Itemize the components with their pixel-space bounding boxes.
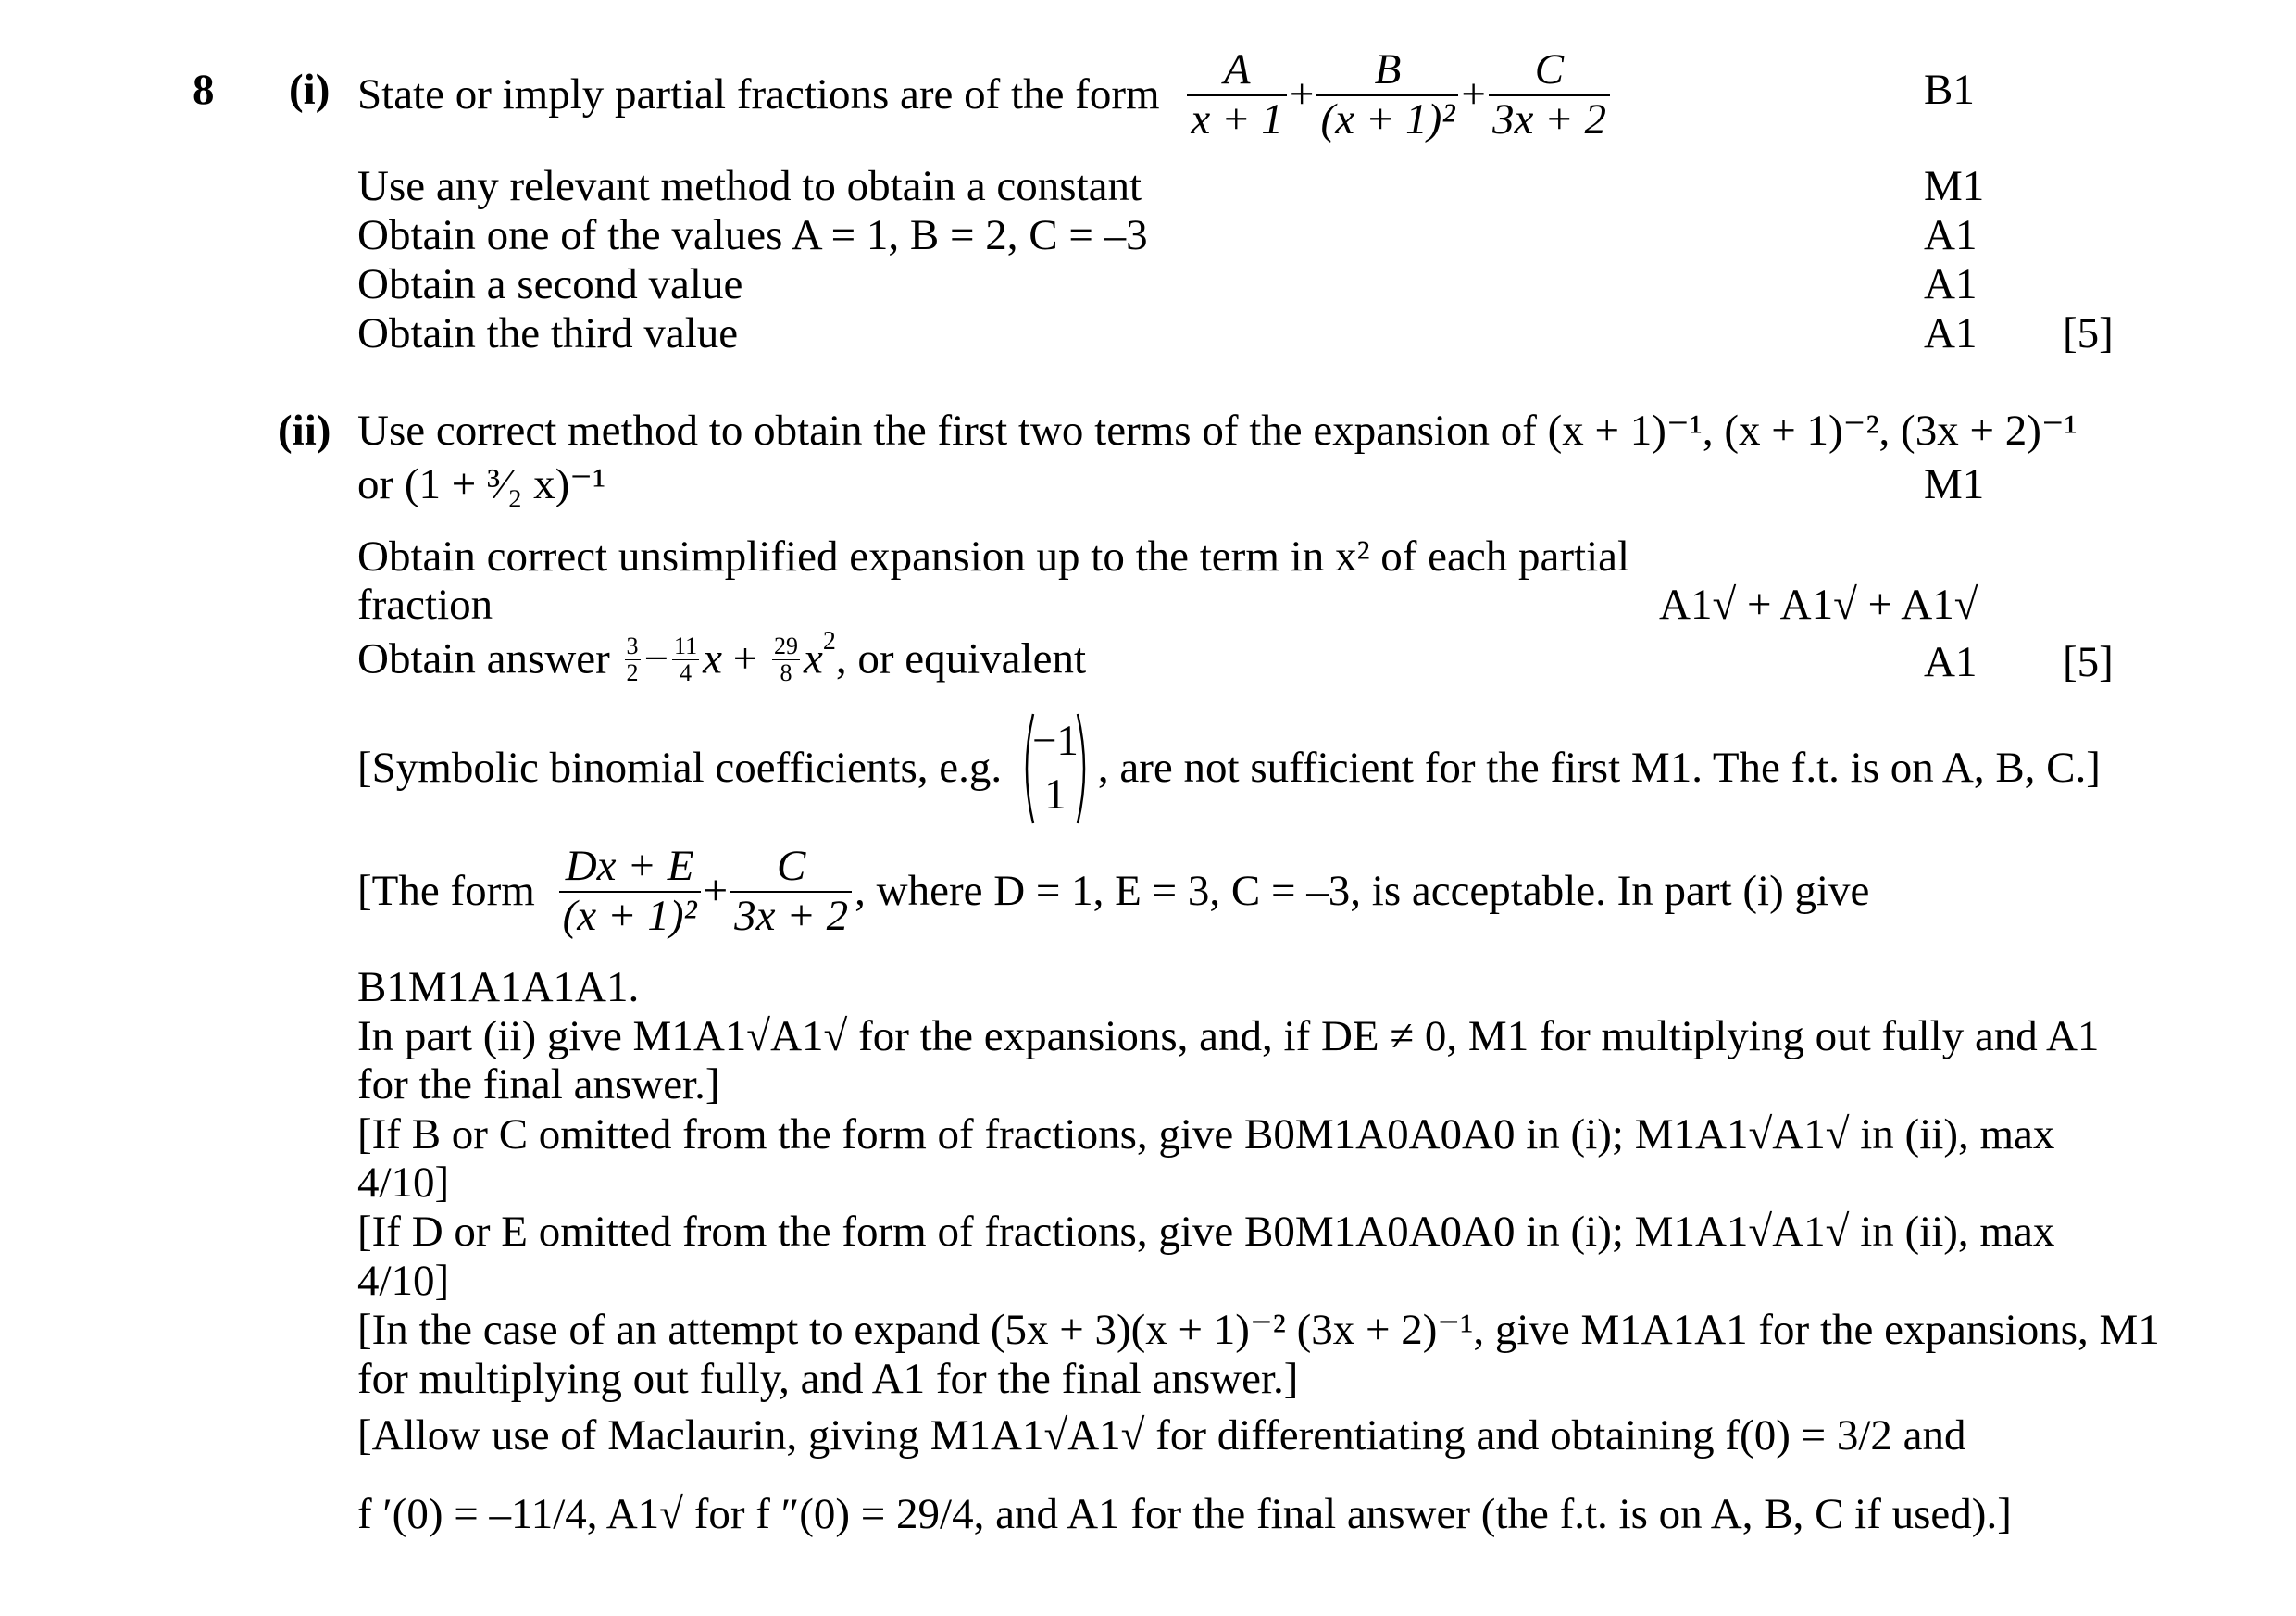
binomial-top: −1 [1031,717,1079,765]
part-i-row-2: Obtain one of the values A = 1, B = 2, C = –3 [357,211,1148,259]
partial-fraction-a [1187,46,1287,144]
part-i-label: (i) [289,66,331,114]
partial-fraction-c-denominator: 3x + 2 [1491,94,1607,144]
partial-fraction-c [1489,46,1610,144]
alt-fraction-1 [559,843,701,940]
note-line-6: [If D or E omitted from the form of fractions, give B0M1A0A0A0 in (i); M1A1√A1√ in (ii), max [357,1208,2055,1256]
part-ii-line-2: or (1 + ³⁄₂ x)⁻¹ [357,460,606,508]
partial-fraction-b-denominator: (x + 1)² [1320,94,1455,144]
note-form-alternative: [The form $\frac{Dx + E}{\text{(x + 1)²}}$ + $\frac{C}{3x + 2}$ , where D = 1, E = 3, C = –3, is acceptable. In part (i) give [357,842,1870,940]
note-line-8: [In the case of an attempt to expand (5x + 3)(x + 1)⁻² (3x + 2)⁻¹, give M1A1A1 for the expansions, M1 [357,1306,2160,1354]
part-ii-mark-a1-ft: A1√ + A1√ + A1√ [1659,581,1978,629]
answer-term-3: $\frac{29}{8}$ [773,633,798,686]
partial-fraction-a-numerator: A [1187,46,1287,96]
partial-fraction-c-numerator: C [1489,46,1610,96]
part-ii-line-1: Use correct method to obtain the first two terms of the expansion of (x + 1)⁻¹, (x + 1)⁻², (3x + 2)⁻¹ [357,407,2078,455]
alt-fraction-1-denominator: (x + 1)² [562,891,697,940]
part-i-row-2-mark: A1 [1924,211,1978,259]
note-maclaurin-1: [Allow use of Maclaurin, giving M1A1√A1√ for differentiating and obtaining f(0) = 3/2 and [357,1411,1966,1459]
note-form-before: [The form [357,866,535,915]
binomial-coefficient [1018,710,1092,827]
note-line-2: In part (ii) give M1A1√A1√ for the expansions, and, if DE ≠ 0, M1 for multiplying out fully and A1 [357,1012,2100,1060]
part-i-row-4-mark: A1 [1924,309,1978,357]
alt-fraction-2-denominator: 3x + 2 [734,891,849,940]
answer-term-2: $\frac{11}{4}$ [674,633,698,686]
alt-fraction-2-numerator: C [730,843,852,893]
note-line-5: 4/10] [357,1159,450,1207]
part-i-total: [5] [2063,309,2114,357]
part-i-form-line: State or imply partial fractions are of the form $\frac{A}{x + 1}$ + $\frac{B}{\text{(x + 1)²}}$ + $\frac{C}{3x + 2}$ [357,46,1613,144]
mark-b1: B1 [1924,66,1975,114]
part-i-row-1: Use any relevant method to obtain a constant [357,162,1142,210]
part-ii-line-3a: Obtain correct unsimplified expansion up to the term in x² of each partial [357,532,1630,581]
note-line-1: B1M1A1A1A1. [357,963,640,1011]
note-symbolic-before: [Symbolic binomial coefficients, e.g. [357,744,1003,793]
part-ii-mark-a1: A1 [1924,638,1978,686]
part-i-row-3: Obtain a second value [357,260,743,308]
note-line-7: 4/10] [357,1257,450,1305]
binomial-bottom: 1 [1044,770,1067,819]
partial-fraction-b-numerator: B [1316,46,1458,96]
part-ii-mark-m1: M1 [1924,460,1985,508]
part-i-form-text: State or imply partial fractions are of the form [357,69,1160,119]
part-ii-label: (ii) [278,407,331,455]
note-symbolic-binomial [357,710,2101,827]
answer-term-1: $\frac{3}{2}$ [626,633,639,686]
part-i-row-4: Obtain the third value [357,309,739,357]
answer-suffix: , or equivalent [835,634,1087,683]
part-i-row-1-mark: M1 [1924,162,1985,210]
part-ii-line-3b: fraction [357,581,493,629]
part-ii-total: [5] [2063,638,2114,686]
partial-fraction-b [1316,46,1458,144]
note-line-4: [If B or C omitted from the form of fractions, give B0M1A0A0A0 in (i); M1A1√A1√ in (ii), max [357,1110,2055,1159]
note-line-3: for the final answer.] [357,1060,720,1109]
note-symbolic-after: , are not sufficient for the first M1. The f.t. is on A, B, C.] [1097,744,2101,793]
part-i-row-3-mark: A1 [1924,260,1978,308]
alt-fraction-2 [730,843,852,940]
question-number: 8 [193,66,215,114]
note-line-9: for multiplying out fully, and A1 for the final answer.] [357,1355,1299,1403]
note-form-after: , where D = 1, E = 3, C = –3, is acceptable. In part (i) give [855,866,1870,915]
part-ii-answer-line: Obtain answer $\frac{3}{2}$ − $\frac{11}{4}$ x + $\frac{29}{8}$ $x^2$, or equivalent [357,627,1087,686]
alt-fraction-1-numerator: Dx + E [559,843,701,893]
note-maclaurin-2: f ′(0) = –11/4, A1√ for f ″(0) = 29/4, and A1 for the final answer (the f.t. is on A, B, C if used).] [357,1490,2012,1538]
partial-fraction-a-denominator: x + 1 [1191,94,1283,144]
answer-prefix: Obtain answer [357,634,610,683]
